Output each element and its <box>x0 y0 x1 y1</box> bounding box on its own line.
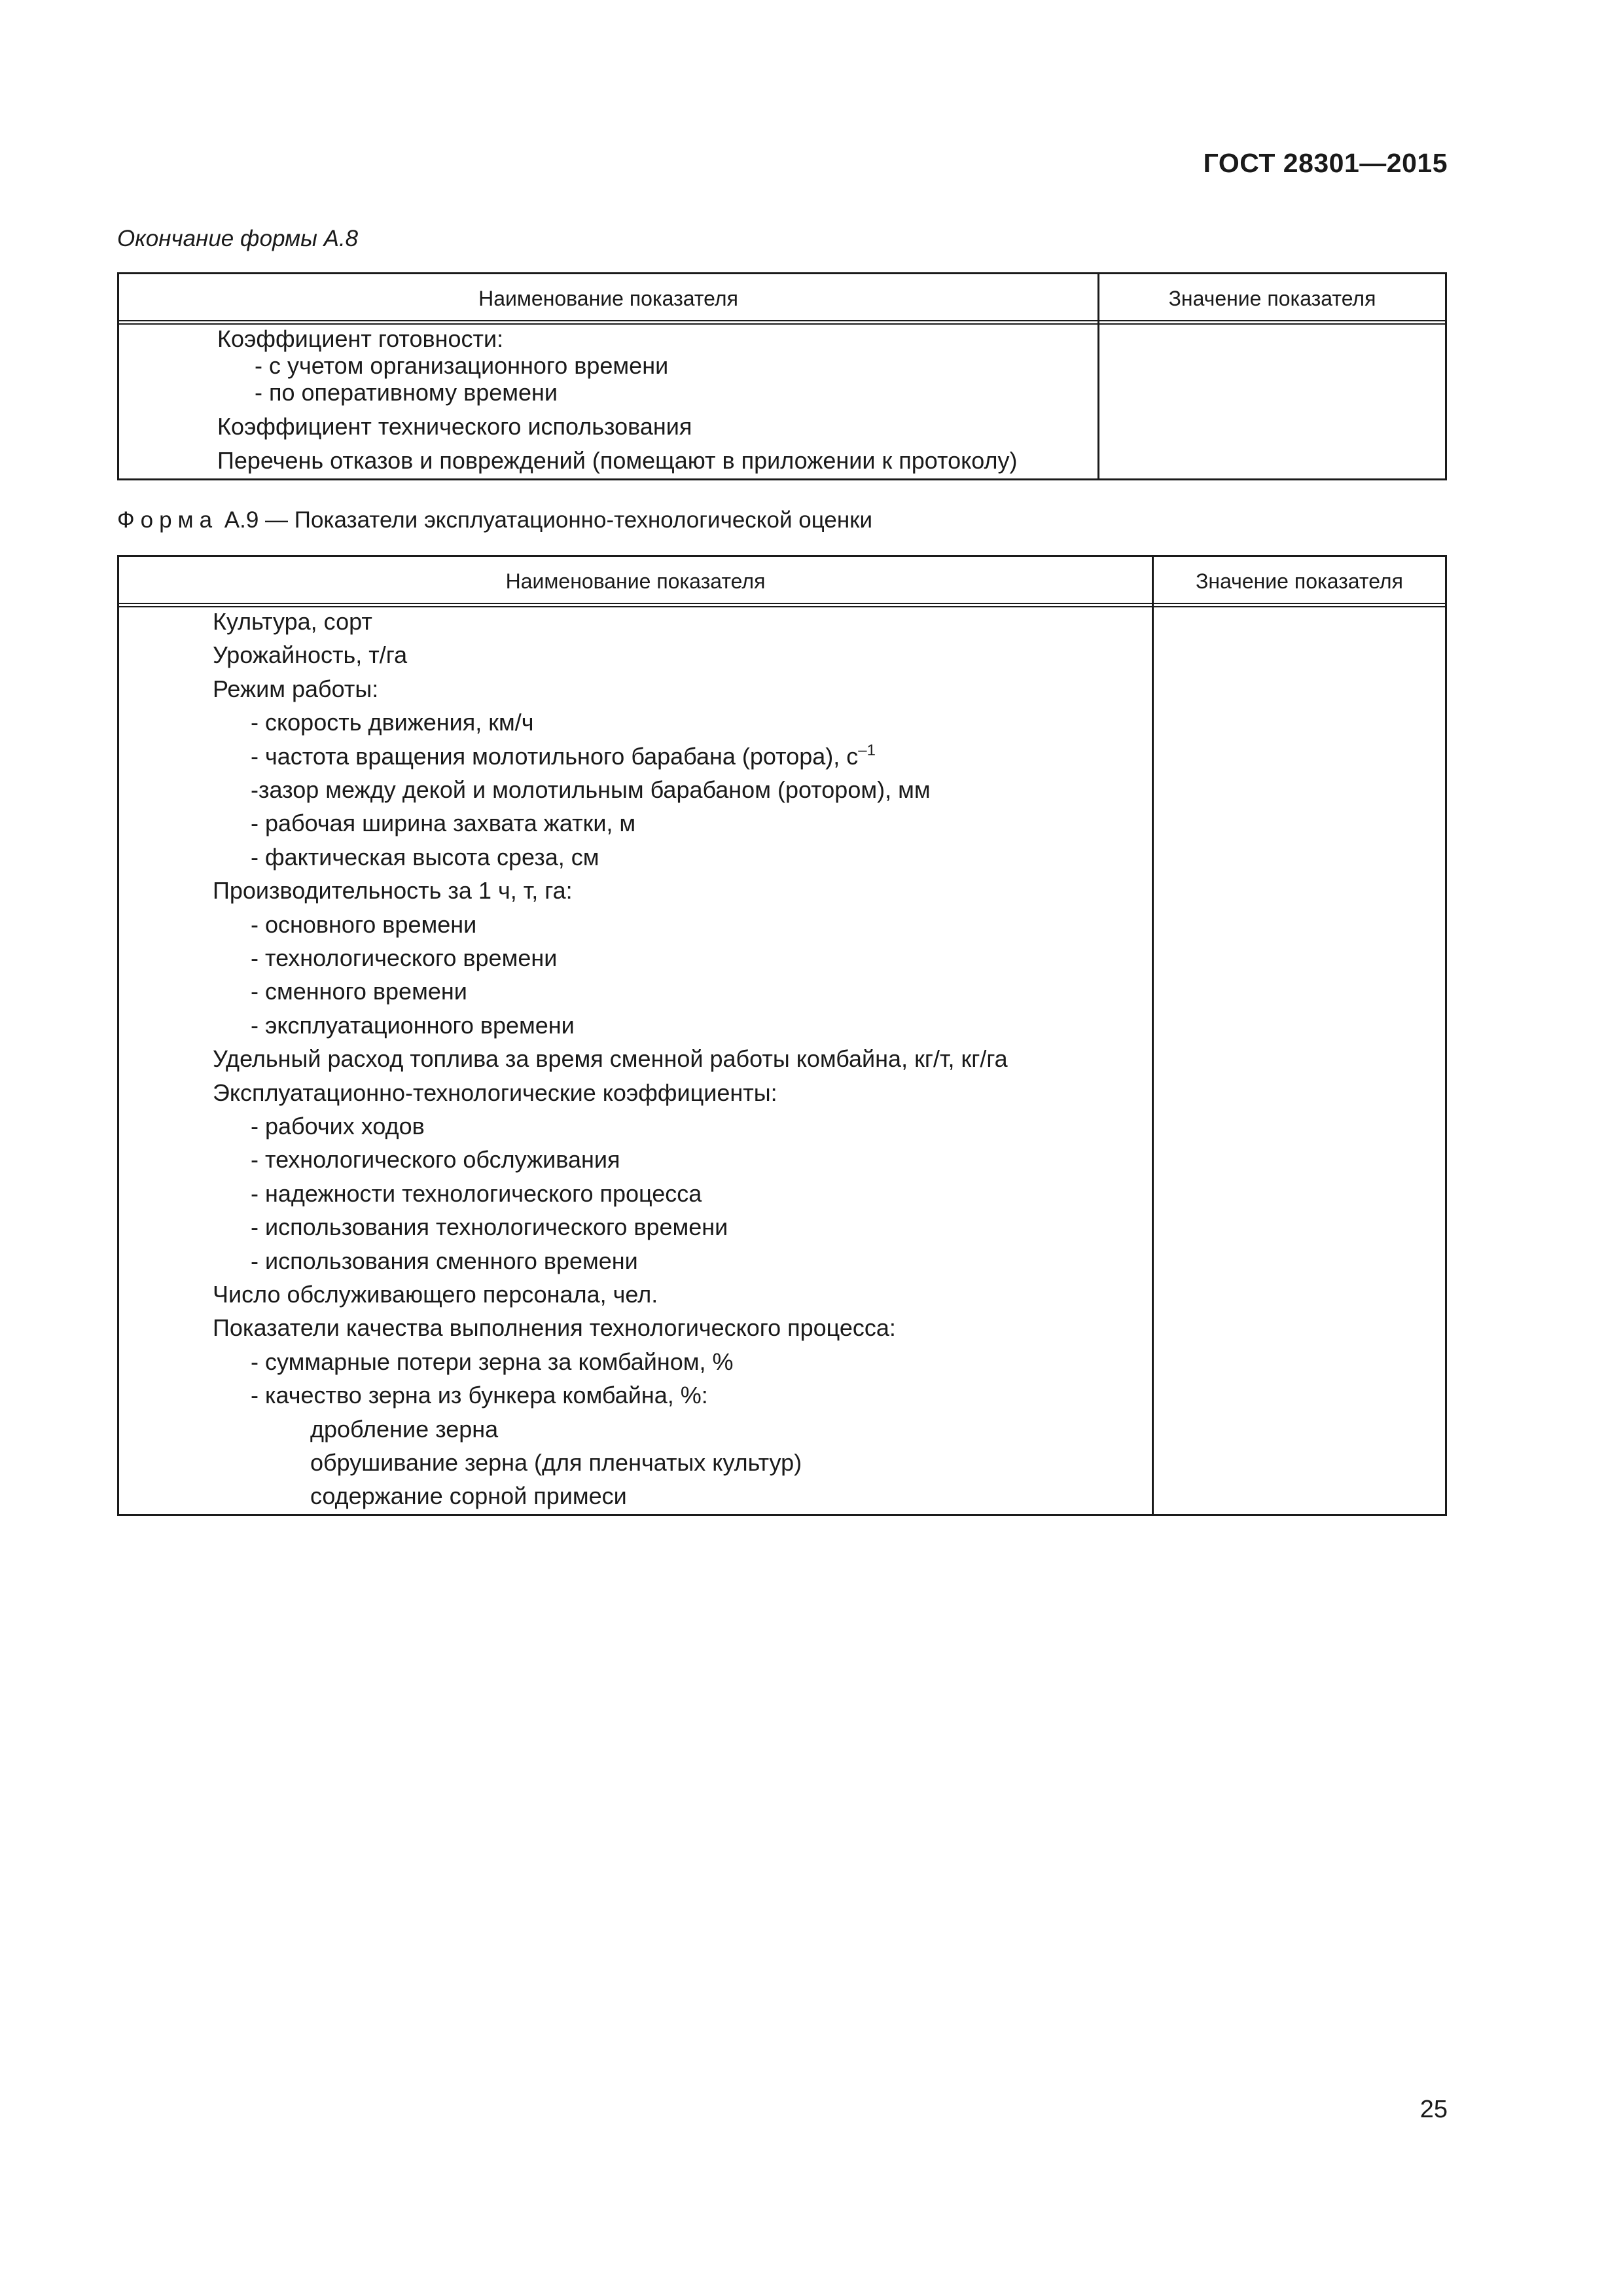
table2-row-text: - технологического времени <box>251 944 558 971</box>
table2-row-text: - рабочая ширина захвата жатки, м <box>251 810 636 837</box>
table2-row <box>251 978 467 1005</box>
table1-row-text: Перечень отказов и повреждений (помещают в приложении к протоколу) <box>217 447 1018 474</box>
table2-row <box>310 1483 627 1509</box>
table2-row-text: - эксплуатационного времени <box>251 1011 575 1039</box>
table2-row-text: - суммарные потери зерна за комбайном, % <box>251 1348 734 1375</box>
table2-row-text: - частота вращения молотильного барабана (ротора), с <box>251 742 859 770</box>
table2-row <box>251 1349 734 1375</box>
table-form-a8-end <box>117 272 1447 480</box>
table2-row <box>213 1282 658 1308</box>
table1-row <box>255 353 668 379</box>
table2-row <box>213 1046 1008 1072</box>
table2-row-text: - надежности технологического процесса <box>251 1179 702 1207</box>
page-number: 25 <box>1419 2096 1448 2123</box>
table2-row-text: - фактическая высота среза, см <box>251 843 599 870</box>
table2-row <box>251 1013 575 1039</box>
table2-row <box>251 810 635 836</box>
table2-row <box>213 609 372 635</box>
table2-col-value-header: Значение показателя <box>1196 569 1403 593</box>
table2-row <box>213 676 378 702</box>
table2-row-text: Показатели качества выполнения технологического процесса: <box>213 1314 896 1342</box>
table2-row-text: содержание сорной примеси <box>310 1482 627 1510</box>
table1-col-name-header: Наименование показателя <box>478 287 738 310</box>
table2-row-text: Производительность за 1 ч, т, га: <box>213 877 573 905</box>
table2-row-text: Число обслуживающего персонала, чел. <box>213 1281 658 1308</box>
table2-row <box>251 1214 728 1240</box>
table1-row <box>255 380 558 406</box>
table2-row-superscript: –1 <box>858 741 876 759</box>
table2-row-text: дробление зерна <box>310 1415 499 1443</box>
table2-row <box>310 1416 498 1443</box>
table2-row <box>251 1113 425 1139</box>
table2-row <box>213 1315 896 1341</box>
table2-row-text: - скорость движения, км/ч <box>251 709 534 736</box>
table2-row <box>213 642 407 668</box>
table1-row-text: - по оперативному времени <box>255 379 558 406</box>
table2-row-text: - рабочих ходов <box>251 1113 425 1139</box>
table1-row-text: - с учетом организационного времени <box>255 352 669 379</box>
table2-row-text: - технологического обслуживания <box>251 1146 620 1174</box>
table2-caption-rest: А.9 — Показатели эксплуатационно-технологической оценки <box>218 507 873 533</box>
document-code: ГОСТ 28301—2015 <box>1203 148 1448 178</box>
table1-row <box>217 326 503 352</box>
table1-row-text: Коэффициент технического использования <box>217 413 692 440</box>
table2-row <box>213 1080 777 1106</box>
table2-row <box>251 912 476 938</box>
table1-header <box>119 274 1445 325</box>
table2-col-name-header: Наименование показателя <box>505 569 766 593</box>
table1-caption: Окончание формы А.8 <box>117 226 359 251</box>
table2-row-text: - качество зерна из бункера комбайна, %: <box>251 1382 708 1409</box>
table2-row-text: Культура, сорт <box>213 608 372 635</box>
table2-caption <box>117 507 872 533</box>
table2-row-text: Режим работы: <box>213 675 379 702</box>
table2-row <box>251 1382 708 1408</box>
table1-column-divider <box>1097 274 1099 478</box>
table1-row-text: Коэффициент готовности: <box>217 325 504 352</box>
table2-row-text: - использования сменного времени <box>251 1247 638 1274</box>
table1-col-value-header: Значение показателя <box>1168 287 1376 310</box>
table2-caption-word: Форма <box>117 507 219 533</box>
table2-row <box>213 878 573 904</box>
table2-row <box>251 709 534 736</box>
table-form-a9 <box>117 555 1447 1516</box>
table2-row-text: Удельный расход топлива за время сменной работы комбайна, кг/т, кг/га <box>213 1045 1008 1073</box>
table1-row <box>217 448 1017 474</box>
table2-header <box>119 557 1445 607</box>
table2-row <box>251 777 931 803</box>
table2-row-text: -зазор между декой и молотильным барабаном (ротором), мм <box>251 776 931 803</box>
table2-row <box>310 1450 802 1476</box>
table2-row <box>251 844 599 870</box>
table2-row-text: - основного времени <box>251 910 477 938</box>
table2-row-text: Урожайность, т/га <box>213 641 408 669</box>
table2-row <box>251 945 557 971</box>
table2-row-text: - использования технологического времени <box>251 1213 728 1241</box>
table2-row-text: - сменного времени <box>251 978 467 1005</box>
table2-row-text: Эксплуатационно-технологические коэффициенты: <box>213 1079 777 1106</box>
table2-row <box>251 1147 620 1173</box>
table2-row-text: обрушивание зерна (для пленчатых культур) <box>310 1449 802 1476</box>
table2-row <box>251 741 876 770</box>
table1-row <box>217 414 692 440</box>
table2-column-divider <box>1152 557 1154 1514</box>
table2-row <box>251 1248 638 1274</box>
table2-row <box>251 1181 702 1207</box>
